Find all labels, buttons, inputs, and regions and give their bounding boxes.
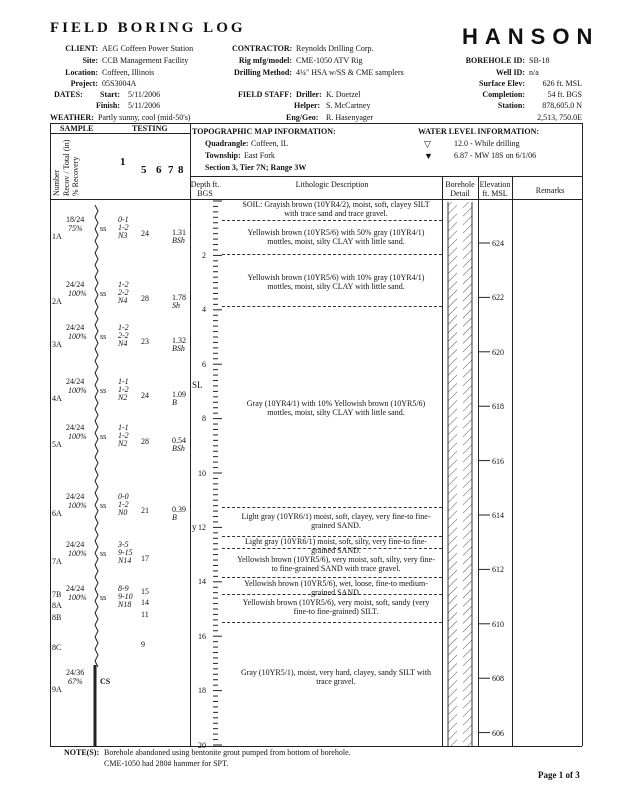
blow-count: 1-2 bbox=[118, 280, 129, 289]
moisture-value: 11 bbox=[141, 610, 149, 619]
blow-count: N2 bbox=[118, 393, 128, 402]
sample-recovery: 24/24 bbox=[66, 423, 85, 432]
sample-type: ss bbox=[100, 549, 107, 558]
eng-label: Eng/Geo: bbox=[286, 113, 319, 122]
page-title: FIELD BORING LOG bbox=[50, 20, 246, 36]
township-value: East Fork bbox=[244, 151, 275, 160]
station-north: 878,605.0 N bbox=[542, 101, 582, 110]
site-value: CCB Management Facility bbox=[102, 56, 189, 65]
blow-count: N18 bbox=[118, 600, 132, 609]
location-value: Coffeen, Illinois bbox=[102, 68, 155, 77]
depth-label: 18 bbox=[198, 686, 206, 696]
litho-desc-5: Light gray (10YR6/1) moist, soft, clayey, very fine-to fine-grained SAND. bbox=[241, 512, 431, 530]
depth-label: 2 bbox=[202, 251, 206, 260]
note-2: CME-1050 had 280# hammer for SPT. bbox=[104, 759, 229, 768]
sample-number: 7A bbox=[52, 557, 62, 566]
moisture-value: 15 bbox=[141, 587, 149, 596]
method-value: 4¼" HSA w/SS & CME samplers bbox=[296, 68, 404, 77]
elevation-label: 616 bbox=[492, 456, 504, 466]
moisture-value: 21 bbox=[141, 506, 149, 515]
borehole-value: SB-18 bbox=[529, 56, 550, 65]
blow-count: 1-2 bbox=[118, 323, 129, 332]
failure-type: BSh bbox=[172, 236, 185, 245]
rig-value: CME-1050 ATV Rig bbox=[296, 56, 363, 65]
litho-desc-4: Gray (10YR4/1) with 10% Yellowish brown (10YR5/6) mottles, moist, silty CLAY with little sand. bbox=[246, 399, 426, 417]
blow-count: N0 bbox=[118, 508, 128, 517]
sample-type: ss bbox=[100, 332, 107, 341]
blow-count: 1-1 bbox=[118, 423, 129, 432]
litho-desc-3: Yellowish brown (10YR5/6) with 10% gray (10YR4/1) mottles, moist, silty CLAY with little sand. bbox=[247, 273, 425, 291]
strength-value: 0.39 bbox=[172, 505, 186, 514]
sample-type: ss bbox=[100, 386, 107, 395]
sample-number: 2A bbox=[52, 297, 62, 306]
sample-number: 8A bbox=[52, 601, 62, 610]
col-header-1: 1 bbox=[120, 156, 126, 168]
sample-recovery-pct: 100% bbox=[68, 432, 87, 441]
sample-recovery-pct: 100% bbox=[68, 289, 87, 298]
strength-value: 1.32 bbox=[172, 336, 186, 345]
strength-value: 1.31 bbox=[172, 228, 186, 237]
elevation-ticks bbox=[478, 243, 490, 733]
site-label: Site: bbox=[82, 56, 98, 65]
sample-recovery-pct: 67% bbox=[68, 677, 83, 686]
blow-count: 9-15 bbox=[118, 548, 133, 557]
depth-label: 8 bbox=[202, 414, 206, 424]
layer-boundary bbox=[222, 507, 442, 508]
remarks-header: Remarks bbox=[535, 186, 565, 195]
blow-count: 2-2 bbox=[118, 331, 129, 340]
blow-count: 8-9 bbox=[118, 584, 129, 593]
litho-desc-8: Yellowish brown (10YR5/6), wet, loose, fine-to medium-grained SAND. bbox=[244, 579, 428, 597]
sample-recovery-pct: 75% bbox=[68, 224, 83, 233]
sample-recovery-pct: 100% bbox=[68, 549, 87, 558]
layer-boundary bbox=[222, 220, 442, 221]
helper-value: S. McCartney bbox=[326, 101, 371, 110]
failure-type: B bbox=[172, 398, 177, 407]
sample-recovery: 24/24 bbox=[66, 584, 85, 593]
layer-boundary bbox=[222, 622, 442, 623]
recovery-pct-header: % Recovery bbox=[71, 156, 80, 196]
sample-number: 9A bbox=[52, 685, 62, 694]
blow-count: N2 bbox=[118, 439, 128, 448]
page-number: Page 1 of 3 bbox=[538, 770, 580, 780]
blow-count: 1-2 bbox=[118, 500, 129, 509]
dates-label: DATES: bbox=[54, 90, 83, 99]
elevation-label: 620 bbox=[492, 347, 504, 357]
blow-count: 1-2 bbox=[118, 431, 129, 440]
sample-recovery-pct: 100% bbox=[68, 332, 87, 341]
litho-header: Lithologic Description bbox=[295, 180, 369, 189]
layer-boundary bbox=[222, 254, 442, 255]
depth-label: 6 bbox=[202, 359, 206, 369]
sample-recovery: 18/24 bbox=[66, 215, 85, 224]
elevation-label: 608 bbox=[492, 674, 504, 684]
sample-type: ss bbox=[100, 289, 107, 298]
depth-label: 12 bbox=[198, 523, 206, 532]
notes-label: NOTE(S): bbox=[64, 748, 100, 757]
sample-type: ss bbox=[100, 432, 107, 441]
number-header: Number bbox=[52, 169, 61, 196]
blow-count: 3-5 bbox=[118, 540, 129, 549]
sample-number: 3A bbox=[52, 340, 62, 349]
quad-value: Coffeen, IL bbox=[251, 139, 289, 148]
moisture-value: 24 bbox=[141, 229, 149, 238]
sample-recovery: 24/24 bbox=[66, 540, 85, 549]
sample-type: ss bbox=[100, 501, 107, 510]
water-symbol-2: ▼ bbox=[424, 151, 433, 161]
sample-number: 1A bbox=[52, 232, 62, 241]
borehole-grout-left bbox=[448, 202, 457, 746]
borehole-header: Borehole Detail bbox=[445, 180, 475, 198]
finish-label: Finish: bbox=[96, 101, 121, 110]
topo-title: TOPOGRAPHIC MAP INFORMATION: bbox=[192, 127, 336, 136]
failure-type: Sh bbox=[172, 301, 180, 310]
rig-label: Rig mfg/model: bbox=[238, 56, 292, 65]
elevation-label: 624 bbox=[492, 239, 504, 248]
depth-label: 4 bbox=[202, 305, 206, 315]
blow-count: 2-2 bbox=[118, 288, 129, 297]
sample-interval-line bbox=[95, 205, 98, 667]
start-label: Start: bbox=[100, 90, 120, 99]
borehole-grout-right bbox=[463, 202, 472, 746]
surface-elev-value: 626 ft. MSL bbox=[542, 79, 582, 88]
blow-count: 0-0 bbox=[118, 492, 129, 501]
testing-header: TESTING bbox=[132, 124, 168, 133]
moisture-value: 28 bbox=[141, 294, 149, 303]
recovery-header: Recov / Total (in) bbox=[62, 139, 71, 196]
failure-type: B bbox=[172, 513, 177, 522]
driller-label: Driller: bbox=[296, 90, 322, 99]
sample-recovery: 24/24 bbox=[66, 280, 85, 289]
sample-type: ss bbox=[100, 224, 107, 233]
well-value: n/a bbox=[529, 68, 539, 77]
depth-label: 16 bbox=[198, 631, 206, 641]
driller-value: K. Doetzel bbox=[326, 90, 361, 99]
water-level-2: 6.87 - MW 18S on 6/1/06 bbox=[454, 151, 537, 160]
elevation-header: Elevation ft. MSL bbox=[479, 180, 511, 198]
strength-value: 1.09 bbox=[172, 390, 186, 399]
blow-count: 1-1 bbox=[118, 377, 129, 386]
contractor-label: CONTRACTOR: bbox=[232, 44, 293, 53]
moisture-value: 14 bbox=[141, 598, 149, 607]
start-value: 5/11/2006 bbox=[128, 90, 161, 99]
col-header-7: 7 bbox=[168, 164, 174, 176]
moisture-value: 17 bbox=[141, 554, 149, 563]
sample-type: ss bbox=[100, 593, 107, 602]
water-level-1: 12.0 - While drilling bbox=[454, 139, 520, 148]
sample-recovery: 24/24 bbox=[66, 377, 85, 386]
depth-label: 20 bbox=[198, 740, 206, 750]
water-symbol-1: ▽ bbox=[424, 139, 431, 149]
section-value: Section 3, Tier 7N; Range 3W bbox=[205, 163, 307, 172]
water-level-marker: y bbox=[192, 522, 197, 532]
station-label: Station: bbox=[497, 101, 525, 110]
borehole-label: BOREHOLE ID: bbox=[465, 56, 525, 65]
elevation-label: 612 bbox=[492, 565, 504, 575]
sample-number: 6A bbox=[52, 509, 62, 518]
failure-type: BSh bbox=[172, 344, 185, 353]
blow-count: N14 bbox=[118, 556, 132, 565]
note-1: Borehole abandoned using bentonite grout pumped from bottom of borehole. bbox=[104, 748, 351, 757]
weather-value: Partly sunny, cool (mid-50's) bbox=[98, 113, 191, 122]
sample-number: 8C bbox=[52, 643, 62, 652]
sample-number: 4A bbox=[52, 394, 62, 403]
quad-label: Quadrangle: bbox=[205, 139, 249, 148]
sample-number: 8B bbox=[52, 613, 62, 622]
blow-count: 1-2 bbox=[118, 385, 129, 394]
elevation-label: 622 bbox=[492, 293, 504, 303]
location-label: Location: bbox=[65, 68, 98, 77]
litho-desc-9: Yellowish brown (10YR5/6), very moist, soft, sandy (very fine-to fine-grained) SILT. bbox=[242, 598, 430, 616]
layer-boundary bbox=[222, 577, 442, 578]
helper-label: Helper: bbox=[294, 101, 321, 110]
surface-elev-label: Surface Elev: bbox=[479, 79, 525, 88]
client-label: CLIENT: bbox=[65, 44, 98, 53]
litho-desc-7: Yellowish brown (10YR5/6), very moist, soft, silty, very fine-to fine-grained SAND with trace gravel. bbox=[237, 555, 435, 573]
eng-value: R. Hasenyager bbox=[326, 113, 374, 122]
blow-count: 1-2 bbox=[118, 223, 129, 232]
remark-sl: SL bbox=[192, 380, 203, 390]
col-header-5: 5 bbox=[141, 164, 147, 176]
elevation-label: 614 bbox=[492, 511, 504, 520]
well-label: Well ID: bbox=[495, 68, 525, 77]
depth-ticks bbox=[213, 201, 222, 745]
sample-recovery-pct: 100% bbox=[68, 501, 87, 510]
station-east: 2,513, 750.0E bbox=[537, 113, 582, 122]
contractor-value: Reynolds Drilling Corp. bbox=[296, 44, 374, 53]
sample-number: 7B bbox=[52, 590, 62, 599]
blow-count: N4 bbox=[118, 296, 128, 305]
litho-desc-10: Gray (10YR5/1), moist, very hard, clayey, sandy SILT with trace gravel. bbox=[240, 668, 432, 686]
depth-label: 10 bbox=[198, 468, 206, 478]
moisture-value: 9 bbox=[141, 640, 145, 649]
sample-recovery-pct: 100% bbox=[68, 386, 87, 395]
completion-value: 54 ft. BGS bbox=[547, 90, 582, 99]
water-title: WATER LEVEL INFORMATION: bbox=[418, 127, 540, 136]
sample-recovery: 24/24 bbox=[66, 492, 85, 501]
moisture-value: 23 bbox=[141, 337, 149, 346]
blow-count: N3 bbox=[118, 231, 128, 240]
moisture-value: 24 bbox=[141, 391, 149, 400]
litho-desc-6: Light gray (10YR6/1) moist, soft, silty, very fine-to fine-grained SAND. bbox=[245, 537, 427, 555]
sample-number: 5A bbox=[52, 440, 62, 449]
finish-value: 5/11/2006 bbox=[128, 101, 161, 110]
company-logo: HANSON bbox=[462, 24, 600, 49]
litho-desc-2: Yellowish brown (10YR5/6) with 50% gray (10YR4/1) mottles, moist, silty CLAY with little sand. bbox=[247, 228, 425, 246]
depth-label: 14 bbox=[198, 577, 206, 587]
sample-recovery: 24/24 bbox=[66, 323, 85, 332]
sample-recovery: 24/36 bbox=[66, 668, 85, 677]
weather-label: WEATHER: bbox=[50, 113, 94, 122]
litho-desc-1: SOIL: Grayish brown (10YR4/2), moist, soft, clayey SILT with trace sand and trace gravel. bbox=[242, 200, 430, 218]
blow-count: N4 bbox=[118, 339, 128, 348]
township-label: Township: bbox=[205, 151, 241, 160]
blow-count: 0-1 bbox=[118, 215, 129, 224]
blow-count: 9-10 bbox=[118, 592, 133, 601]
moisture-value: 28 bbox=[141, 437, 149, 446]
elevation-label: 606 bbox=[492, 728, 504, 738]
col-header-8: 8 bbox=[178, 164, 184, 176]
strength-value: 1.78 bbox=[172, 293, 186, 302]
method-label: Drilling Method: bbox=[234, 68, 292, 77]
sample-type: CS bbox=[100, 677, 111, 686]
project-value: 05S3004A bbox=[102, 79, 137, 88]
sample-header: SAMPLE bbox=[60, 124, 94, 133]
failure-type: BSh bbox=[172, 444, 185, 453]
strength-value: 0.54 bbox=[172, 436, 186, 445]
elevation-label: 618 bbox=[492, 402, 504, 412]
project-label: Project: bbox=[70, 79, 98, 88]
elevation-label: 610 bbox=[492, 619, 504, 629]
client-value: AEG Coffeen Power Station bbox=[102, 44, 194, 53]
layer-boundary bbox=[222, 306, 442, 307]
col-header-6: 6 bbox=[156, 164, 162, 176]
sample-recovery-pct: 100% bbox=[68, 593, 87, 602]
completion-label: Completion: bbox=[482, 90, 525, 99]
staff-label: FIELD STAFF: bbox=[238, 90, 292, 99]
depth-header: Depth ft. BGS bbox=[190, 180, 220, 198]
